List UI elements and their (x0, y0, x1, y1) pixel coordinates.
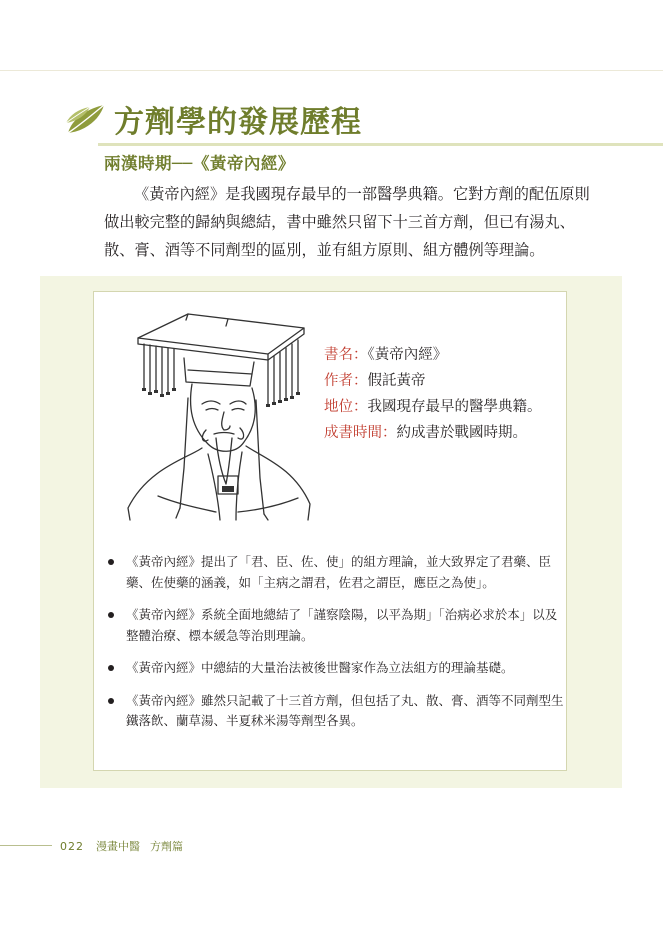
book-title: 漫畫中醫 (96, 840, 140, 853)
list-item (104, 605, 560, 646)
intro-line: 散、膏、酒等不同劑型的區別，並有組方原則、組方體例等理論。 (104, 241, 545, 259)
bullet-icon (108, 559, 114, 565)
intro-line: 《黃帝內經》是我國現存最早的一部醫學典籍。它對方劑的配伍原則 (134, 185, 590, 203)
info-row-period (324, 420, 564, 446)
bullet-line: 藥、佐使藥的涵義，如「主病之謂君，佐君之謂臣，應臣之為使」。 (126, 574, 495, 590)
intro-line: 做出較完整的歸納與總結，書中雖然只留下十三首方劑，但已有湯丸、 (104, 213, 575, 231)
bullet-icon (108, 698, 114, 704)
leaf-icon (64, 99, 106, 139)
footer-divider (0, 845, 52, 846)
book-info-list (324, 342, 564, 446)
bullet-line: 《黃帝內經》系統全面地總結了「謹察陰陽，以平為期」「治病必求於本」以及 (126, 607, 558, 622)
key-points-list (104, 552, 564, 744)
list-item (104, 658, 560, 679)
page-number: 022 (60, 840, 84, 853)
bullet-icon (108, 665, 114, 671)
list-item (104, 691, 564, 732)
bullet-icon (108, 612, 114, 618)
list-item (104, 552, 560, 593)
bullet-line: 《黃帝內經》雖然只記載了十三首方劑，但包括了丸、散、膏、酒等不同劑型生 (126, 692, 564, 708)
intro-paragraph (104, 180, 610, 264)
top-divider (0, 70, 663, 71)
bullet-line: 整體治療、標本緩急等治則理論。 (126, 627, 314, 643)
info-row-author (324, 368, 564, 394)
info-value: 約成書於戰國時期。 (396, 425, 527, 441)
info-key: 地位： (324, 399, 368, 415)
section-name: 方劑篇 (150, 840, 183, 853)
bullet-line: 《黃帝內經》提出了「君、臣、佐、使」的組方理論，並大致界定了君藥、臣 (126, 554, 552, 569)
bullet-line: 《黃帝內經》中總結的大量治法被後世醫家作為立法組方的理論基礎。 (126, 660, 514, 675)
page-footer (60, 838, 183, 854)
section-title: 方劑學的發展歷程 (114, 105, 362, 140)
info-value: 假託黃帝 (367, 373, 426, 389)
title-underline (98, 143, 663, 146)
era-subtitle: 兩漢時期──《黃帝內經》 (104, 154, 295, 173)
info-row-title (324, 342, 564, 368)
info-key: 書名： (324, 347, 368, 363)
info-value: 《黃帝內經》 (367, 347, 448, 363)
bullet-line: 鐵落飲、蘭草湯、半夏秫米湯等劑型各異。 (126, 713, 364, 728)
info-key: 作者： (324, 373, 368, 389)
info-key: 成書時間： (324, 425, 397, 441)
info-value: 我國現存最早的醫學典籍。 (367, 399, 542, 415)
section-header (64, 98, 362, 140)
info-row-status (324, 394, 564, 420)
emperor-portrait-illustration (118, 308, 314, 522)
